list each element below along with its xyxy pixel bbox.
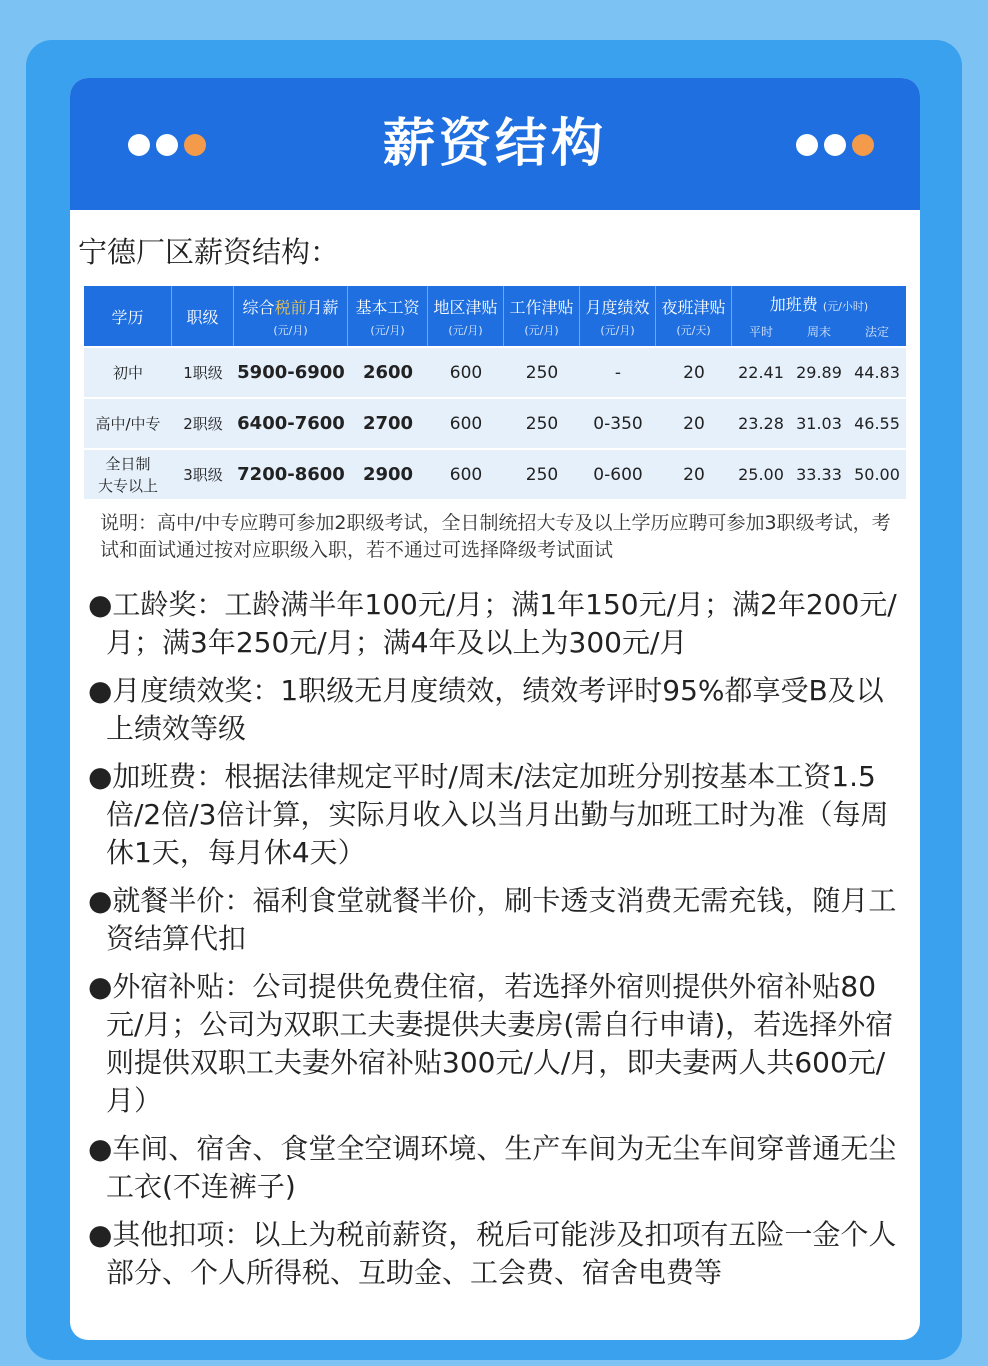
salary-table	[84, 286, 906, 499]
list-item: ●月度绩效奖：1职级无月度绩效，绩效考评时95%都享受B及以上绩效等级	[88, 674, 884, 745]
list-item: ●加班费：根据法律规定平时/周末/法定加班分别按基本工资1.5倍/2倍/3倍计算，实际月收入以当月出勤与加班工时为准（每周休1天，每月休4天）	[88, 760, 889, 869]
list-item: ●工龄奖：工龄满半年100元/月；满1年150元/月；满2年200元/月；满3年250元/月；满4年及以上为300元/月	[88, 588, 897, 659]
header-banner	[70, 78, 920, 210]
right-dots-decoration	[796, 134, 874, 156]
table-note: 说明：高中/中专应聘可参加2职级考试，全日制统招大专及以上学历应聘可参加3职级考试，考试和面试通过按对应职级入职，若不通过可选择降级考试面试	[100, 512, 891, 561]
col-header-edu: 学历	[84, 286, 172, 346]
col-header-total: 综合税前月薪 (元/月)	[234, 286, 348, 346]
col-header-perf: 月度绩效 (元/月)	[580, 286, 656, 346]
section-subtitle: 宁德厂区薪资结构：	[78, 235, 340, 269]
benefits-list	[88, 586, 908, 1302]
col-header-base: 基本工资 (元/月)	[348, 286, 428, 346]
list-item: ●其他扣项：以上为税前薪资，税后可能涉及扣项有五险一金个人部分、个人所得税、互助金、工会费、宿舍电费等	[88, 1218, 897, 1289]
col-header-level: 职级	[172, 286, 234, 346]
col-header-region: 地区津贴 (元/月)	[428, 286, 504, 346]
table-row: 高中/中专 2职级 6400-7600 2700 600 250 0-350 20 23.28 31.03 46.55	[84, 397, 906, 448]
table-row: 初中 1职级 5900-6900 2600 600 250 - 20 22.41 29.89 44.83	[84, 346, 906, 397]
watermark-text: 我的小红书号：4258499399	[620, 1314, 901, 1338]
col-header-overtime: 加班费 (元/小时) 平时 周末 法定	[732, 286, 906, 346]
col-header-work: 工作津贴 (元/月)	[504, 286, 580, 346]
dot-icon	[824, 134, 846, 156]
dot-icon	[796, 134, 818, 156]
dot-icon	[852, 134, 874, 156]
list-item: ●就餐半价：福利食堂就餐半价，刷卡透支消费无需充钱，随月工资结算代扣	[88, 884, 897, 955]
list-item: ●外宿补贴：公司提供免费住宿，若选择外宿则提供外宿补贴80元/月；公司为双职工夫妻提供夫妻房(需自行申请)，若选择外宿则提供双职工夫妻外宿补贴300元/人/月，即夫妻两人共600元/月）	[88, 970, 894, 1117]
page-title: 薪资结构	[382, 114, 607, 174]
table-row: 全日制 大专以上 3职级 7200-8600 2900 600 250 0-600 20 25.00 33.33 50.00	[84, 448, 906, 499]
col-header-night: 夜班津贴 (元/天)	[656, 286, 732, 346]
salary-card	[70, 78, 920, 1340]
list-item: ●车间、宿舍、食堂全空调环境、生产车间为无尘车间穿普通无尘工衣(不连裤子)	[88, 1132, 897, 1203]
